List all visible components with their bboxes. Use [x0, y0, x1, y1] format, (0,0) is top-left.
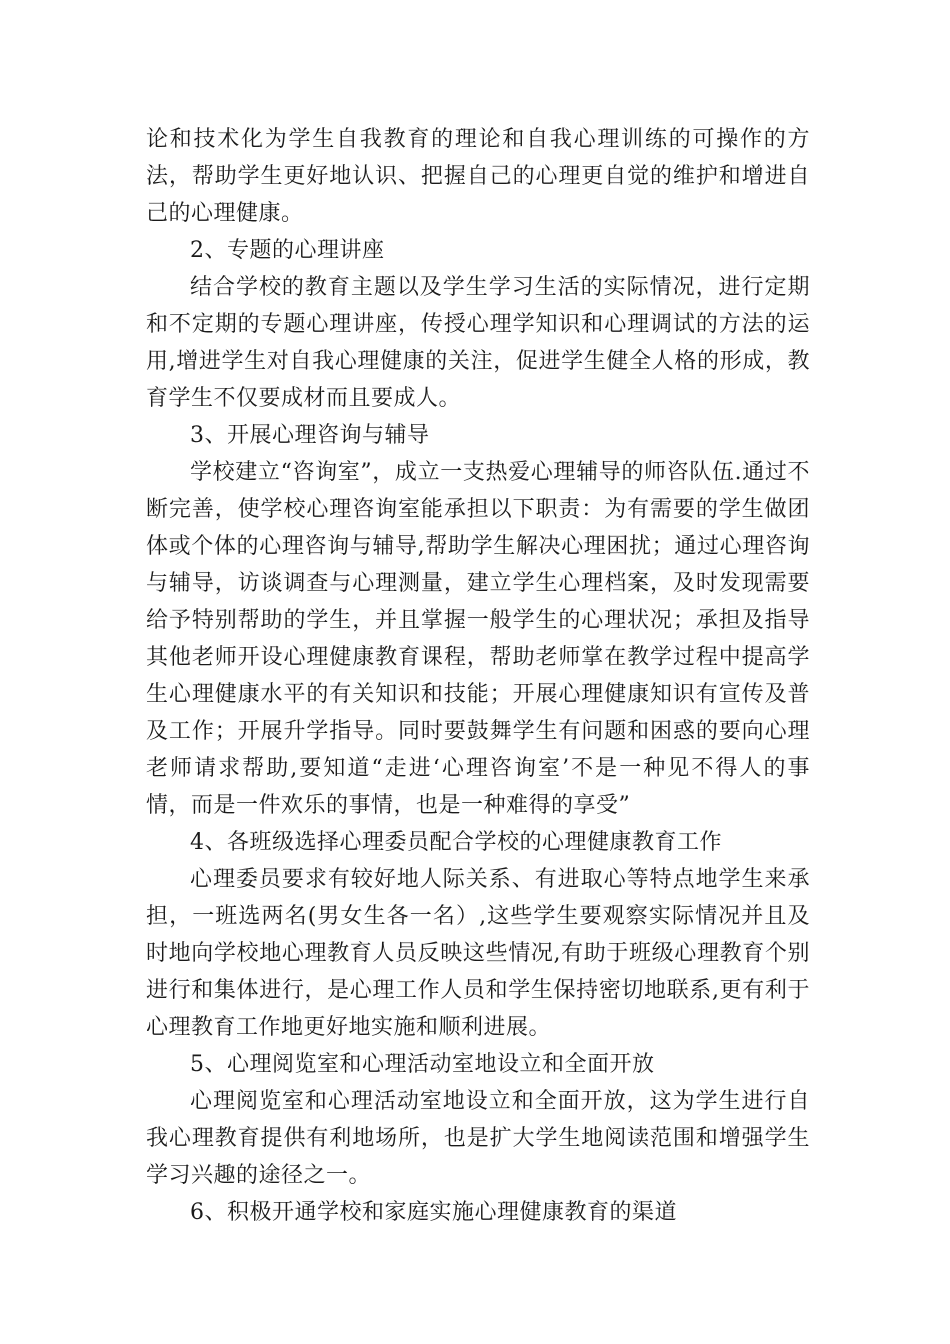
paragraph-lectures: 结合学校的教育主题以及学生学习生活的实际情况，进行定期和不定期的专题心理讲座，传授心理学知识和心理调试的方法的运用,增进学生对自我心理健康的关注，促进学生健全人格的形成，教育学生不仅要成材而且要成人。: [146, 275, 810, 411]
paragraph-reading-room: 心理阅览室和心理活动室地设立和全面开放，这为学生进行自我心理教育提供有利地场所，也是扩大学生地阅读范围和增强学生学习兴趣的途径之一。: [146, 1089, 810, 1188]
section-heading-family-channel: 6、积极开通学校和家庭实施心理健康教育的渠道: [190, 1200, 677, 1225]
paragraph-continuation: 论和技术化为学生自我教育的理论和自我心理训练的可操作的方法，帮助学生更好地认识、把握自己的心理更自觉的维护和增进自己的心理健康。: [146, 127, 810, 226]
section-heading-reading-room: 5、心理阅览室和心理活动室地设立和全面开放: [190, 1052, 655, 1077]
section-heading-class-committee: 4、各班级选择心理委员配合学校的心理健康教育工作: [190, 830, 722, 855]
document-body: [146, 121, 810, 1231]
paragraph-counseling: 学校建立“咨询室”，成立一支热爱心理辅导的师咨队伍.通过不断完善，使学校心理咨询室能承担以下职责：为有需要的学生做团体或个体的心理咨询与辅导,帮助学生解决心理困扰；通过心理咨询与辅导，访谈调查与心理测量，建立学生心理档案，及时发现需要给予特别帮助的学生，并且掌握一般学生的心理状况；承担及指导其他老师开设心理健康教育课程，帮助老师掌在教学过程中提高学生心理健康水平的有关知识和技能；开展心理健康知识有宣传及普及工作；开展升学指导。同时要鼓舞学生有问题和困惑的要向心理老师请求帮助,要知道“走进‘心理咨询室’不是一种见不得人的事情，而是一件欢乐的事情，也是一种难得的享受”: [146, 460, 810, 818]
paragraph-class-committee: 心理委员要求有较好地人际关系、有进取心等特点地学生来承担，一班选两名(男女生各一名）,这些学生要观察实际情况并且及时地向学校地心理教育人员反映这些情况,有助于班级心理教育个别进行和集体进行，是心理工作人员和学生保持密切地联系,更有利于心理教育工作地更好地实施和顺利进展。: [146, 867, 810, 1040]
section-heading-lectures: 2、专题的心理讲座: [190, 238, 385, 263]
section-heading-counseling: 3、开展心理咨询与辅导: [190, 423, 430, 448]
